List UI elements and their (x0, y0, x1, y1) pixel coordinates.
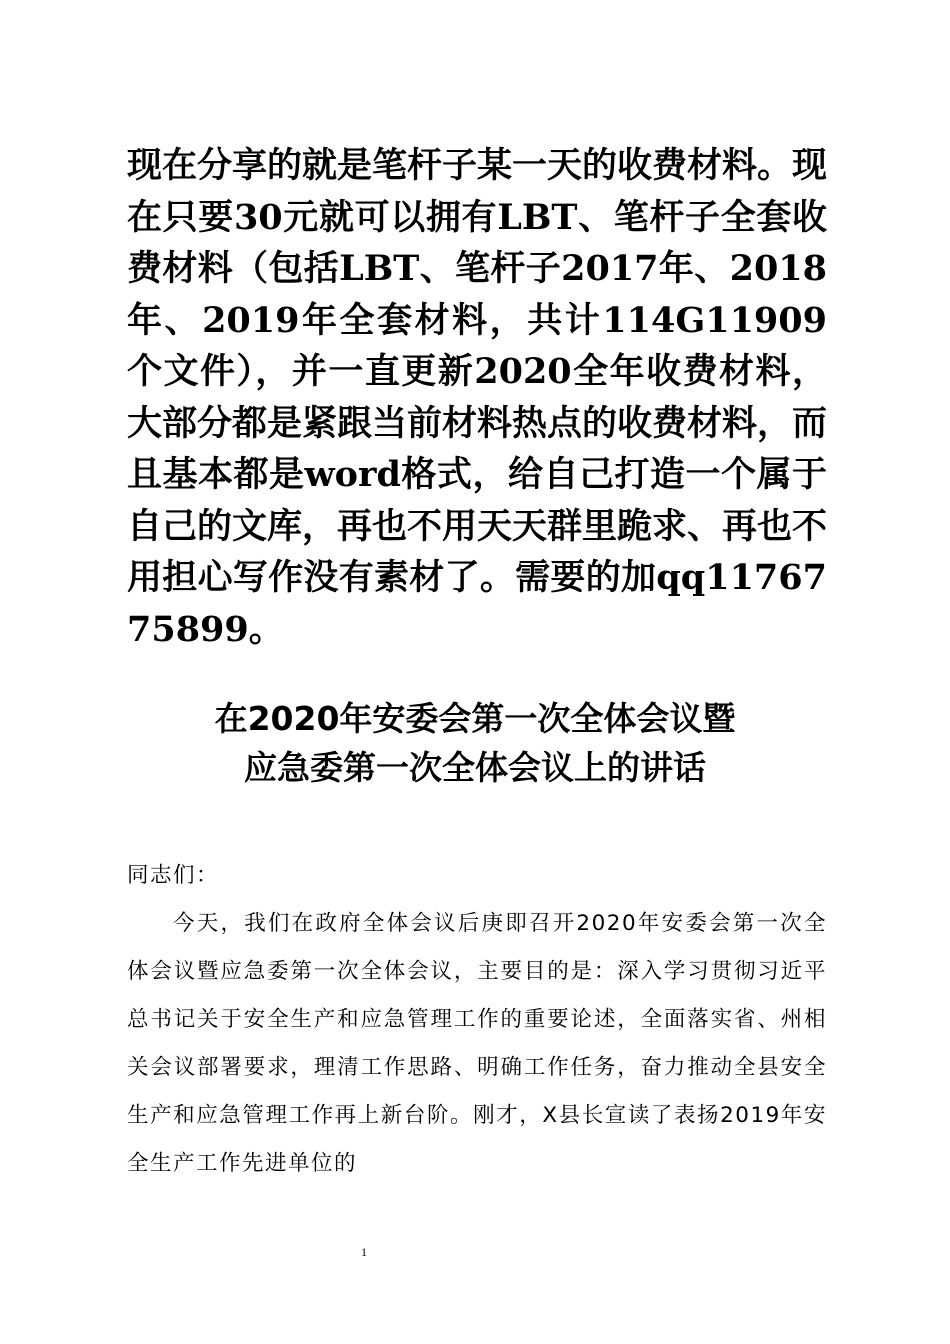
salutation: 同志们： (127, 863, 220, 888)
page-number: 1 (361, 1245, 367, 1259)
body-paragraph: 今天，我们在政府全体会议后庚即召开2020年安委会第一次全体会议暨应急委第一次全体会议，主要目的是：深入学习贯彻习近平总书记关于安全生产和应急管理工作的重要论述，全面落实省、州相关会议部署要求，理清工作思路、明确工作任务，奋力推动全县安全生产和应急管理工作再上新台阶。刚才，X县长宣读了表扬2019年安全生产工作先进单位的 (127, 911, 827, 1176)
promo-paragraph: 现在分享的就是笔杆子某一天的收费材料。现在只要30元就可以拥有LBT、笔杆子全套收费材料（包括LBT、笔杆子2017年、2018年、2019年全套材料，共计114G11909个文件），并一直更新2020全年收费材料，大部分都是紧跟当前材料热点的收费材料，而且基本都是word格式，给自己打造一个属于自己的文库，再也不用天天群里跪求、再也不用担心写作没有素材了。需要的加qq1176775899。 (127, 145, 828, 650)
title-line-2: 应急委第一次全体会议上的讲话 (244, 748, 706, 787)
title-line-1: 在2020年安委会第一次全体会议暨 (214, 699, 736, 738)
